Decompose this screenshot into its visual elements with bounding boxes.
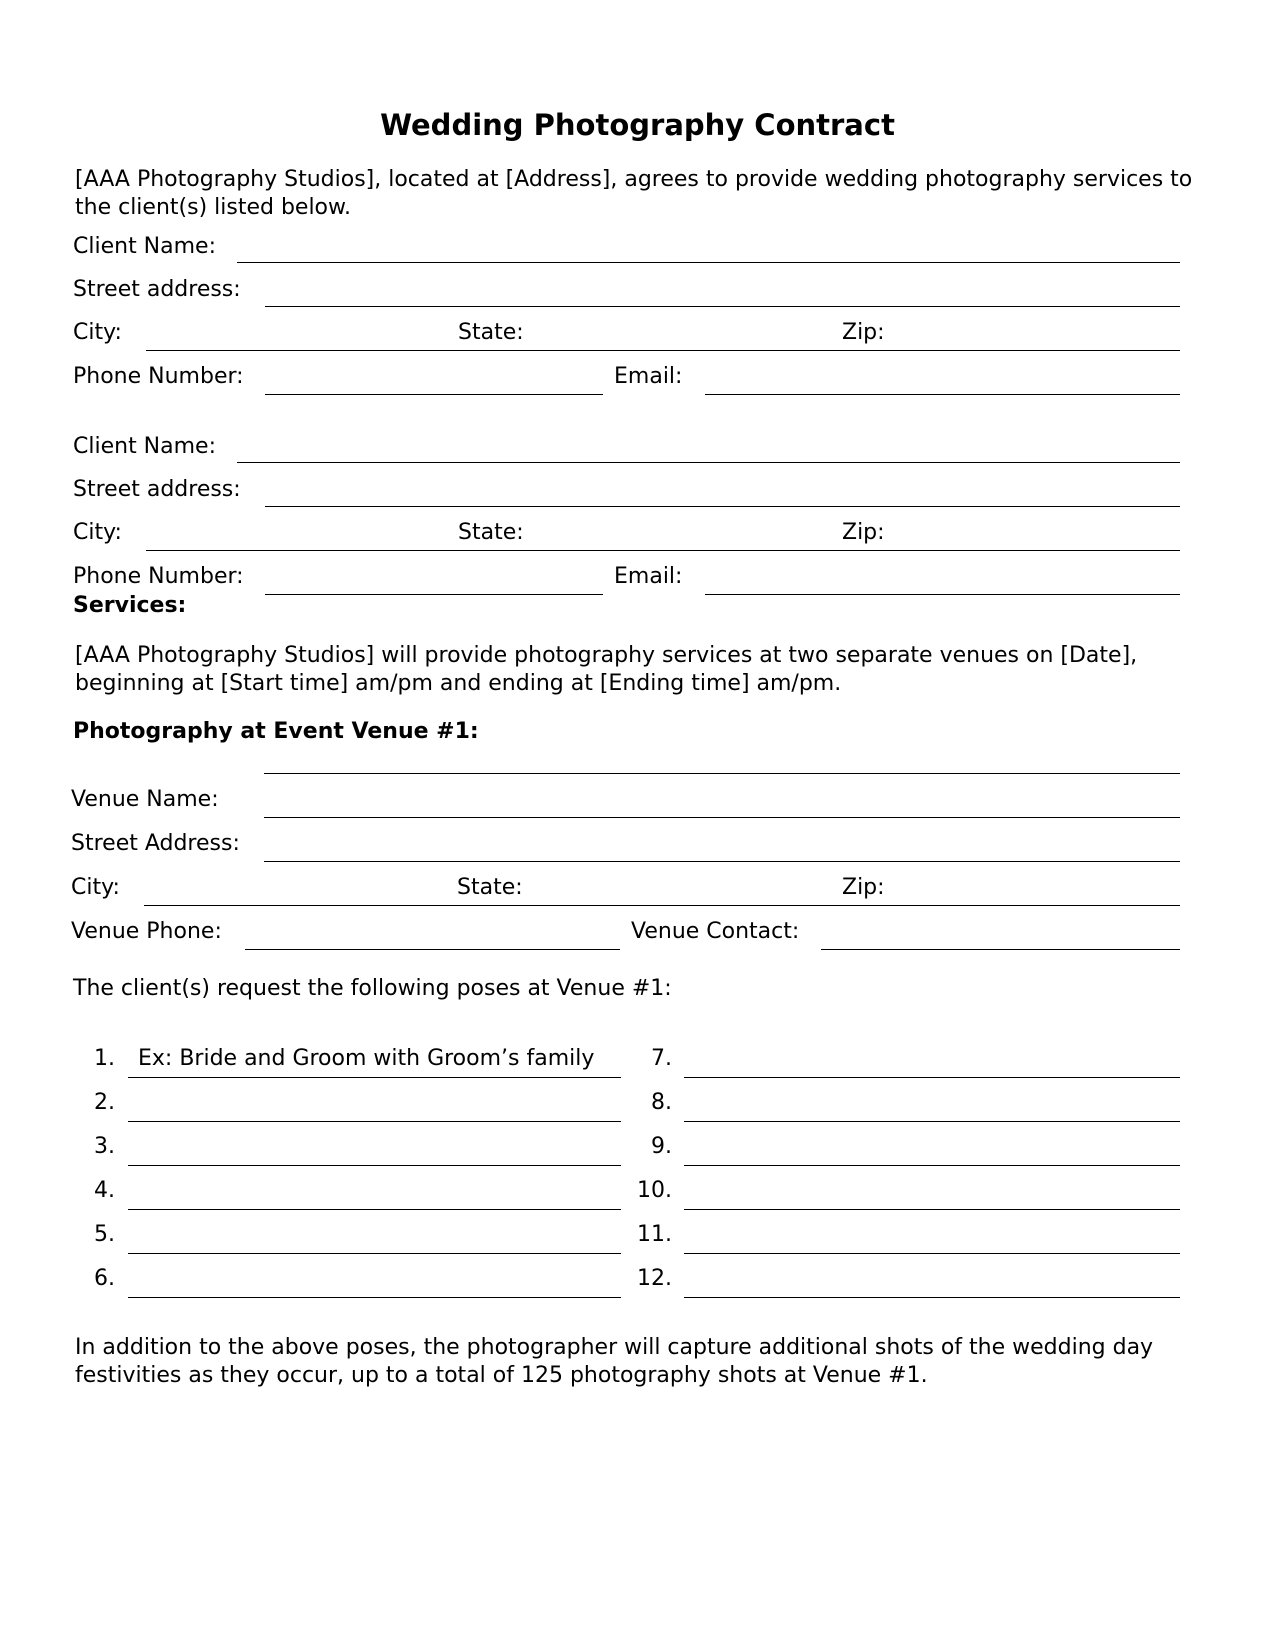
services-paragraph: [AAA Photography Studios] will provide photography services at two separate venues on [Date], beginning at [Start time] am/pm and ending at [Ending time] am/pm. (75, 643, 1138, 696)
venue1-extra-line[interactable] (264, 773, 1180, 774)
pose-6-field[interactable] (128, 1297, 621, 1298)
client2-phone-label: Phone Number: (73, 564, 244, 589)
pose-3-field[interactable] (128, 1165, 621, 1166)
page-title: Wedding Photography Contract (380, 108, 895, 142)
client1-state-label: State: (458, 320, 524, 345)
intro-paragraph: [AAA Photography Studios], located at [Address], agrees to provide wedding photography services to the client(s) listed below. (75, 167, 1193, 220)
client2-street-label: Street address: (73, 477, 241, 502)
pose-number: 4. (94, 1178, 115, 1203)
pose-number: 8. (651, 1090, 672, 1115)
client2-state-label: State: (458, 520, 524, 545)
pose-4-field[interactable] (128, 1209, 621, 1210)
pose-12-field[interactable] (684, 1297, 1180, 1298)
venue1-city-state-zip-field[interactable] (144, 905, 1180, 906)
pose-number: 7. (651, 1046, 672, 1071)
poses-intro: The client(s) request the following poses at Venue #1: (73, 976, 672, 1001)
client1-zip-label: Zip: (842, 320, 885, 345)
pose-number: 3. (94, 1134, 115, 1159)
client1-city-label: City: (73, 320, 122, 345)
venue1-street-label: Street Address: (71, 831, 240, 856)
client1-email-label: Email: (614, 364, 683, 389)
client1-street-field[interactable] (265, 306, 1180, 307)
pose-number: 9. (651, 1134, 672, 1159)
client2-city-state-zip-field[interactable] (146, 550, 1180, 551)
client2-phone-field[interactable] (265, 594, 603, 595)
client2-street-field[interactable] (265, 506, 1180, 507)
client1-street-label: Street address: (73, 277, 241, 302)
pose-9-field[interactable] (684, 1165, 1180, 1166)
client1-name-field[interactable] (237, 262, 1180, 263)
pose-5-field[interactable] (128, 1253, 621, 1254)
venue1-heading: Photography at Event Venue #1: (73, 719, 479, 744)
venue1-contact-label: Venue Contact: (631, 919, 800, 944)
services-heading: Services: (73, 593, 187, 618)
pose-11-field[interactable] (684, 1253, 1180, 1254)
venue1-city-label: City: (71, 875, 120, 900)
pose-7-field[interactable] (684, 1077, 1180, 1078)
client2-zip-label: Zip: (842, 520, 885, 545)
client1-city-state-zip-field[interactable] (146, 350, 1180, 351)
client1-phone-field[interactable] (265, 394, 603, 395)
client2-email-field[interactable] (705, 594, 1180, 595)
venue1-phone-field[interactable] (245, 949, 620, 950)
venue1-name-field[interactable] (264, 817, 1180, 818)
pose-10-field[interactable] (684, 1209, 1180, 1210)
client2-name-label: Client Name: (73, 434, 216, 459)
pose-number: 10. (637, 1178, 672, 1203)
pose-example-text: Ex: Bride and Groom with Groom’s family (138, 1046, 595, 1071)
pose-number: 12. (637, 1266, 672, 1291)
client1-email-field[interactable] (705, 394, 1180, 395)
venue1-street-field[interactable] (264, 861, 1180, 862)
pose-number: 6. (94, 1266, 115, 1291)
client1-phone-label: Phone Number: (73, 364, 244, 389)
venue1-phone-label: Venue Phone: (71, 919, 222, 944)
venue1-state-label: State: (457, 875, 523, 900)
closing-paragraph: In addition to the above poses, the photographer will capture additional shots of the wedding day festivities as they occur, up to a total of 125 photography shots at Venue #1. (75, 1335, 1154, 1388)
venue1-contact-field[interactable] (821, 949, 1180, 950)
pose-1-field[interactable] (128, 1077, 621, 1078)
client2-name-field[interactable] (237, 462, 1180, 463)
client2-email-label: Email: (614, 564, 683, 589)
client1-name-label: Client Name: (73, 234, 216, 259)
pose-number: 5. (94, 1222, 115, 1247)
pose-number: 2. (94, 1090, 115, 1115)
pose-2-field[interactable] (128, 1121, 621, 1122)
client2-city-label: City: (73, 520, 122, 545)
venue1-zip-label: Zip: (842, 875, 885, 900)
pose-number: 11. (637, 1222, 672, 1247)
pose-number: 1. (94, 1046, 115, 1071)
venue1-name-label: Venue Name: (71, 787, 219, 812)
pose-8-field[interactable] (684, 1121, 1180, 1122)
